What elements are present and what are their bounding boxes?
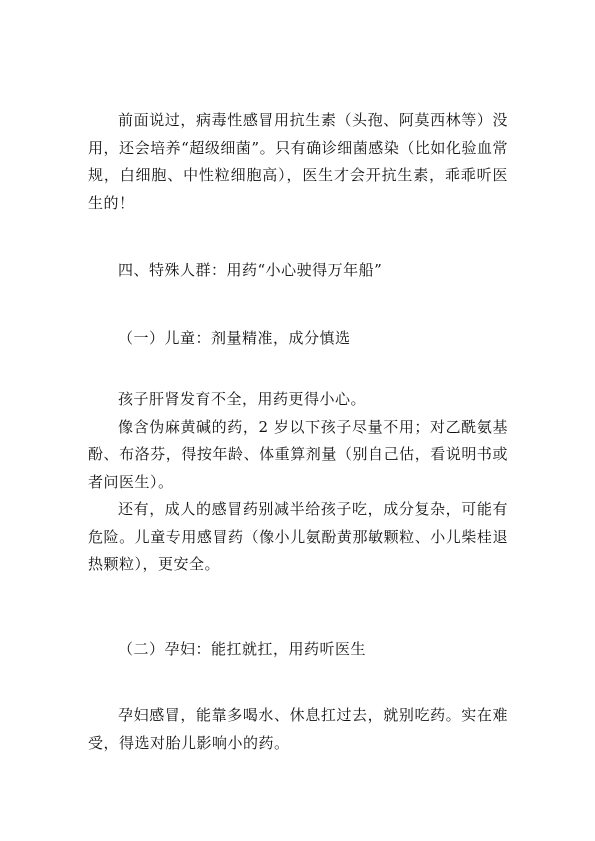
pregnant-block bbox=[88, 702, 508, 757]
children-block bbox=[88, 386, 508, 579]
children-paragraph-2: 像含伪麻黄碱的药，2 岁以下孩子尽量不用；对乙酰氨基酚、布洛芬，得按年龄、体重算剂量（别自己估，看说明书或者问医生）。 bbox=[88, 417, 508, 491]
antibiotic-paragraph: 前面说过，病毒性感冒用抗生素（头孢、阿莫西林等）没用，还会培养“超级细菌”。只有确诊细菌感染（比如化验血常规，白细胞、中性粒细胞高），医生才会开抗生素，乖乖听医生的！ bbox=[88, 111, 508, 212]
pregnant-paragraph-1: 孕妇感冒，能靠多喝水、休息扛过去，就别吃药。实在难受，得选对胎儿影响小的药。 bbox=[88, 706, 508, 752]
children-paragraph-1: 孩子肝肾发育不全，用药更得小心。 bbox=[118, 390, 367, 408]
subsection-children-heading: （一）儿童：剂量精准，成分慎选 bbox=[118, 329, 351, 347]
children-paragraph-3: 还有，成人的感冒药别减半给孩子吃，成分复杂，可能有危险。儿童专用感冒药（像小儿氨酚黄那敏颗粒、小儿柴桂退热颗粒），更安全。 bbox=[88, 500, 508, 573]
section-4-heading: 四、特殊人群：用药“小心驶得万年船” bbox=[118, 261, 383, 279]
subsection-pregnant-heading: （二）孕妇：能扛就扛，用药听医生 bbox=[118, 640, 367, 658]
intro-block bbox=[88, 107, 508, 217]
